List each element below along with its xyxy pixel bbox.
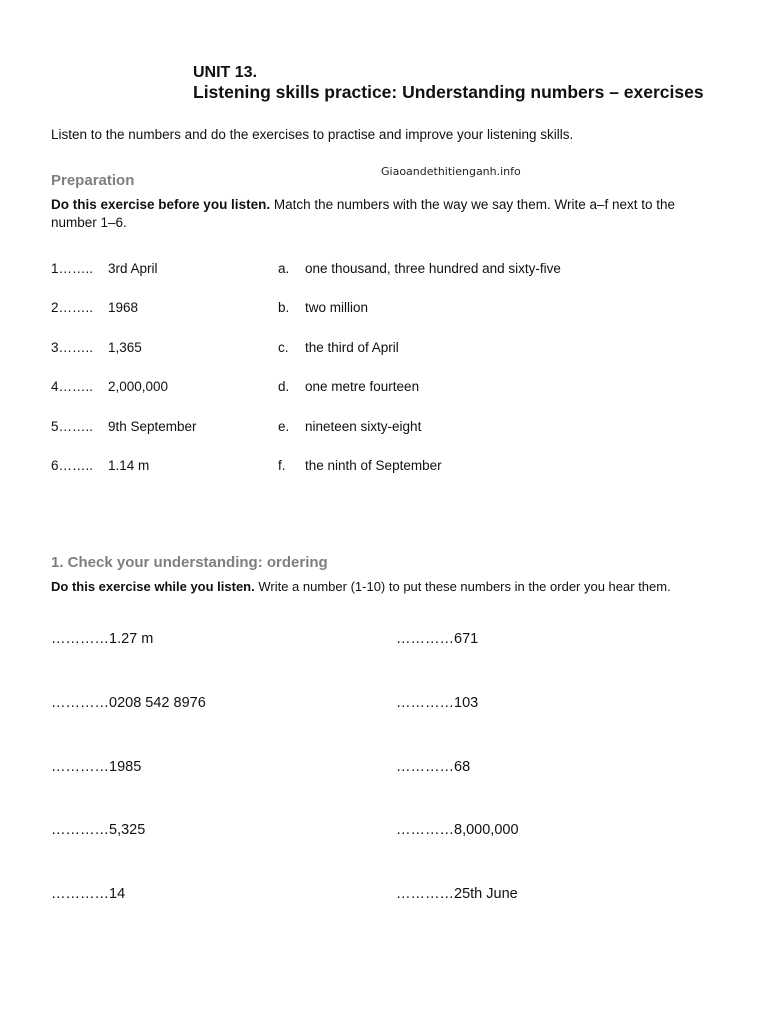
match-number: 4……..: [51, 379, 94, 394]
check-instruction-bold: Do this exercise while you listen.: [51, 579, 255, 594]
match-value: 1968: [108, 300, 139, 315]
match-row: [51, 261, 731, 281]
match-letter: d.: [278, 379, 290, 394]
check-instruction-rest: Write a number (1-10) to put these numbers in the order you hear them.: [254, 579, 671, 594]
preparation-instruction-rest: Match the numbers with the way we say them. Write a–f next to the number 1–6.: [51, 197, 676, 230]
preparation-instruction-bold: Do this exercise before you listen.: [51, 197, 271, 212]
ordering-item: …………68: [396, 759, 471, 775]
match-number: 2……..: [51, 300, 94, 315]
ordering-item: …………671: [396, 631, 479, 647]
match-number: 3……..: [51, 340, 94, 355]
preparation-instruction: [51, 196, 701, 232]
ordering-item: …………25th June: [396, 886, 518, 902]
intro-text: Listen to the numbers and do the exercises to practise and improve your listening skills.: [51, 127, 574, 142]
match-value: 2,000,000: [108, 379, 169, 394]
ordering-item: …………8,000,000: [396, 822, 519, 838]
match-letter: b.: [278, 300, 290, 315]
match-letter: c.: [278, 340, 289, 355]
match-row: [51, 419, 731, 439]
match-row: [51, 340, 731, 360]
page-title: Listening skills practice: Understanding numbers – exercises: [193, 82, 704, 102]
match-spoken: the third of April: [305, 340, 399, 355]
ordering-item: …………14: [51, 886, 126, 902]
match-row: [51, 379, 731, 399]
watermark-text: Giaoandethitienganh.info: [381, 165, 521, 178]
match-value: 1.14 m: [108, 458, 150, 473]
ordering-item: …………5,325: [51, 822, 146, 838]
match-row: [51, 300, 731, 320]
match-letter: e.: [278, 419, 290, 434]
match-number: 5……..: [51, 419, 94, 434]
match-value: 1,365: [108, 340, 142, 355]
ordering-item: …………1985: [51, 759, 142, 775]
match-spoken: one metre fourteen: [305, 379, 420, 394]
match-letter: f.: [278, 458, 286, 473]
match-number: 1……..: [51, 261, 94, 276]
match-number: 6……..: [51, 458, 94, 473]
match-spoken: the ninth of September: [305, 458, 442, 473]
ordering-item: …………0208 542 8976: [51, 695, 206, 711]
check-heading: 1. Check your understanding: ordering: [51, 554, 328, 571]
match-letter: a.: [278, 261, 290, 276]
ordering-item: …………1.27 m: [51, 631, 154, 647]
match-value: 9th September: [108, 419, 197, 434]
match-spoken: two million: [305, 300, 369, 315]
match-value: 3rd April: [108, 261, 158, 276]
preparation-heading: Preparation: [51, 172, 135, 189]
match-spoken: one thousand, three hundred and sixty-five: [305, 261, 561, 276]
match-row: [51, 458, 731, 478]
ordering-item: …………103: [396, 695, 479, 711]
unit-title: UNIT 13.: [193, 64, 258, 81]
check-instruction: [51, 579, 671, 594]
match-spoken: nineteen sixty-eight: [305, 419, 422, 434]
